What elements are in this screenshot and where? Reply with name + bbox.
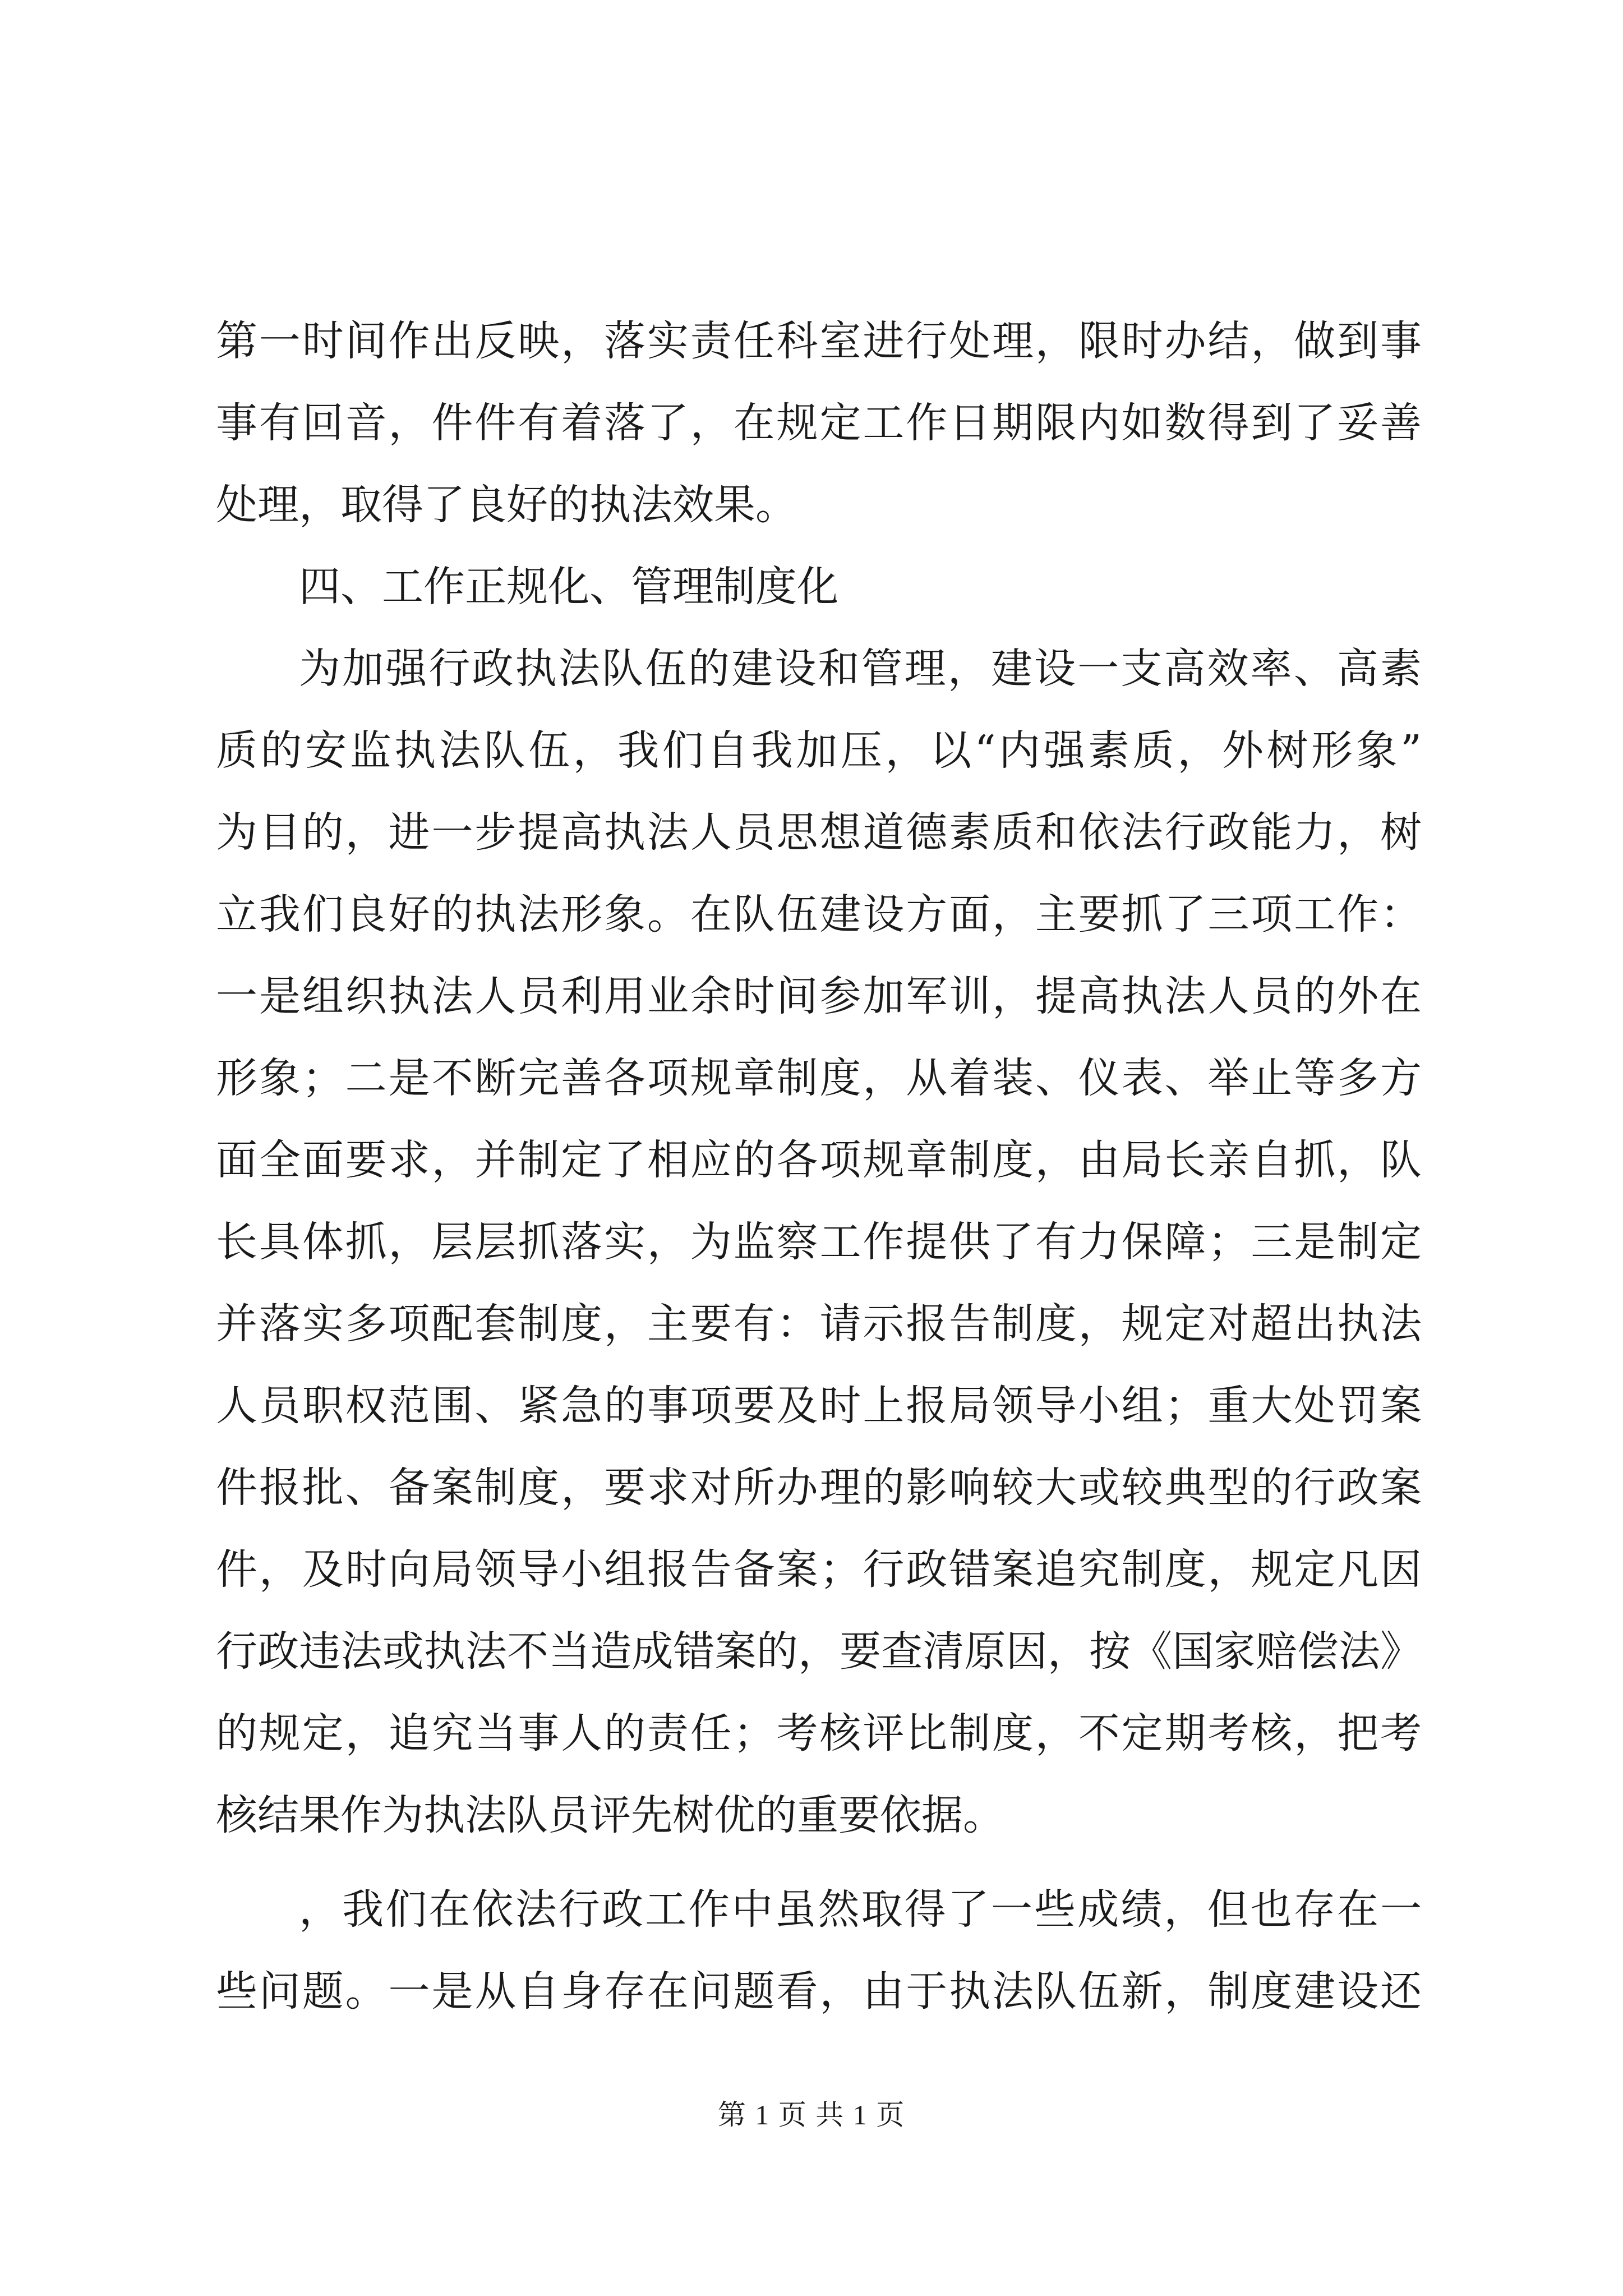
text-line: 长具体抓，层层抓落实，为监察工作提供了有力保障；三是制定 <box>216 1218 1422 1266</box>
text-line: 的规定，追究当事人的责任；考核评比制度，不定期考核，把考 <box>216 1709 1422 1757</box>
text-line: 处理，取得了良好的执法效果。 <box>216 481 797 529</box>
section-heading: 四、工作正规化、管理制度化 <box>299 563 838 611</box>
text-line: 件，及时向局领导小组报告备案；行政错案追究制度，规定凡因 <box>216 1545 1422 1594</box>
page-footer <box>0 2092 1623 2133</box>
text-line: 核结果作为执法队员评先树优的重要依据。 <box>216 1791 1004 1839</box>
text-line: 立我们良好的执法形象。在队伍建设方面，主要抓了三项工作： <box>216 890 1422 938</box>
text-line: 形象；二是不断完善各项规章制度，从着装、仪表、举止等多方 <box>216 1054 1422 1102</box>
text-line: 件报批、备案制度，要求对所办理的影响较大或较典型的行政案 <box>216 1464 1422 1512</box>
page-number-label: 第 1 页 共 1 页 <box>717 2099 906 2131</box>
text-line: 为目的，进一步提高执法人员思想道德素质和依法行政能力，树 <box>216 808 1422 857</box>
text-line: 为加强行政执法队伍的建设和管理，建设一支高效率、高素 <box>299 645 1422 693</box>
text-line: 质的安监执法队伍，我们自我加压，以“内强素质，外树形象” <box>216 726 1422 775</box>
document-body <box>216 300 1422 2032</box>
text-line: 并落实多项配套制度，主要有：请示报告制度，规定对超出执法 <box>216 1300 1422 1348</box>
text-line: 面全面要求，并制定了相应的各项规章制度，由局长亲自抓，队 <box>216 1136 1422 1184</box>
text-line: ，我们在依法行政工作中虽然取得了一些成绩，但也存在一 <box>299 1885 1422 1934</box>
text-line: 人员职权范围、紧急的事项要及时上报局领导小组；重大处罚案 <box>216 1382 1422 1430</box>
text-line: 第一时间作出反映，落实责任科室进行处理，限时办结，做到事 <box>216 317 1422 365</box>
text-line: 些问题。一是从自身存在问题看，由于执法队伍新，制度建设还 <box>216 1967 1422 2016</box>
text-line: 事有回音，件件有着落了，在规定工作日期限内如数得到了妥善 <box>216 399 1422 447</box>
text-line: 一是组织执法人员利用业余时间参加军训，提高执法人员的外在 <box>216 972 1422 1020</box>
text-line: 行政违法或执法不当造成错案的，要查清原因，按《国家赔偿法》 <box>216 1627 1422 1676</box>
